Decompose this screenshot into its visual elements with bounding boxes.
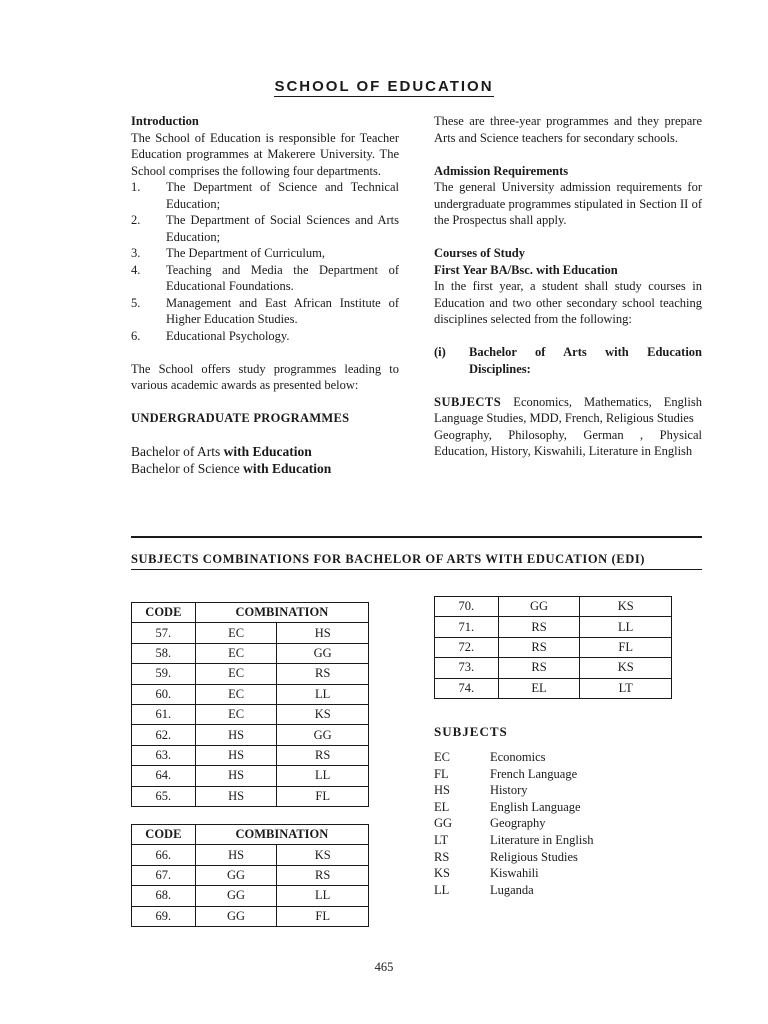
- table-row: [435, 617, 672, 637]
- code-cell: 67.: [132, 865, 196, 885]
- subject-name: Economics: [490, 750, 546, 764]
- subject-1-cell: EC: [195, 643, 277, 663]
- table-row: [132, 745, 369, 765]
- code-cell: 70.: [435, 597, 499, 617]
- department-item: [131, 262, 399, 295]
- subject-2-cell: LT: [580, 678, 672, 698]
- intro-text: The School of Education is responsible for Teacher Education programmes at Makerere University. The School comprises the following four departments.: [131, 130, 399, 178]
- department-text: Teaching and Media the Department of Educational Foundations.: [166, 262, 399, 293]
- table-row: [132, 786, 369, 806]
- subject-item: [434, 865, 593, 882]
- page-number: 465: [374, 960, 394, 974]
- subject-abbreviation: LT: [434, 832, 449, 847]
- department-item: [131, 295, 399, 328]
- code-cell: 66.: [132, 845, 196, 865]
- department-item: [131, 179, 399, 212]
- combination-header: COMBINATION: [195, 825, 368, 845]
- bsc-programme: Bachelor of Science with Education: [131, 461, 332, 476]
- department-text: The Department of Science and Technical Education;: [166, 180, 399, 211]
- subject-abbreviation: FL: [434, 766, 449, 781]
- subject-1-cell: RS: [498, 658, 580, 678]
- table-row: [132, 766, 369, 786]
- table-row: [435, 637, 672, 657]
- subject-2-cell: KS: [580, 658, 672, 678]
- subject-abbreviation: RS: [434, 849, 450, 864]
- subject-1-cell: RS: [498, 617, 580, 637]
- table-row: [435, 678, 672, 698]
- code-cell: 61.: [132, 704, 196, 724]
- subject-1-cell: GG: [195, 865, 277, 885]
- undergrad-heading: UNDERGRADUATE PROGRAMMES: [131, 411, 350, 425]
- subject-2-cell: RS: [277, 664, 369, 684]
- code-cell: 58.: [132, 643, 196, 663]
- subject-name: Luganda: [490, 882, 534, 897]
- department-item: [131, 245, 399, 262]
- table-row: [132, 906, 369, 926]
- code-cell: 63.: [132, 745, 196, 765]
- department-text: The Department of Social Sciences and Arts Education;: [166, 213, 399, 244]
- combinations-heading: SUBJECTS COMBINATIONS FOR BACHELOR OF ARTS WITH EDUCATION (EDI): [131, 552, 702, 570]
- subject-2-cell: LL: [580, 617, 672, 637]
- subject-2-cell: KS: [580, 597, 672, 617]
- code-cell: 74.: [435, 678, 499, 698]
- subject-1-cell: HS: [195, 725, 277, 745]
- left-column: [131, 113, 399, 477]
- subject-name: French Language: [490, 766, 578, 781]
- subject-1-cell: EC: [195, 623, 277, 643]
- department-number: 6.: [131, 328, 141, 343]
- subject-item: [434, 815, 593, 832]
- subject-2-cell: FL: [277, 906, 369, 926]
- right-column: [434, 113, 702, 460]
- subject-item: [434, 799, 593, 816]
- department-number: 1.: [131, 180, 141, 194]
- subject-1-cell: EL: [498, 678, 580, 698]
- subject-2-cell: LL: [277, 684, 369, 704]
- ba-discipline-item: (i) Bachelor of Arts with Education Disciplines:: [434, 345, 702, 376]
- code-cell: 64.: [132, 766, 196, 786]
- table-row: [132, 845, 369, 865]
- subject-1-cell: HS: [195, 786, 277, 806]
- department-item: [131, 212, 399, 245]
- department-item: [131, 328, 399, 345]
- subject-2-cell: FL: [580, 637, 672, 657]
- table-header-row: [132, 825, 369, 845]
- subject-1-cell: EC: [195, 704, 277, 724]
- subject-name: Literature in English: [490, 832, 594, 847]
- combination-header: COMBINATION: [195, 603, 368, 623]
- ba-programme: Bachelor of Arts with Education: [131, 444, 312, 459]
- subject-item: [434, 766, 593, 783]
- code-cell: 72.: [435, 637, 499, 657]
- first-year-heading: First Year BA/Bsc. with Education: [434, 262, 618, 277]
- code-cell: 57.: [132, 623, 196, 643]
- table-row: [132, 886, 369, 906]
- code-cell: 59.: [132, 664, 196, 684]
- subjects-paragraph-2: Geography, Philosophy, German , Physical Education, History, Kiswahili, Literature in English: [434, 427, 702, 458]
- combination-table-3: [434, 596, 672, 699]
- subjects-paragraph: SUBJECTS Economics, Mathematics, English Language Studies, MDD, French, Religious Studies: [434, 394, 702, 425]
- department-number: 5.: [131, 295, 141, 310]
- table-header-row: [132, 603, 369, 623]
- subject-1-cell: GG: [498, 597, 580, 617]
- subject-1-cell: EC: [195, 684, 277, 704]
- subject-1-cell: GG: [195, 906, 277, 926]
- subject-item: [434, 749, 593, 766]
- subject-2-cell: KS: [277, 704, 369, 724]
- table-row: [132, 664, 369, 684]
- subject-item: [434, 832, 593, 849]
- table-row: [132, 623, 369, 643]
- code-cell: 69.: [132, 906, 196, 926]
- table-row: [435, 597, 672, 617]
- admission-heading: Admission Requirements: [434, 163, 569, 178]
- subject-2-cell: LL: [277, 886, 369, 906]
- code-cell: 60.: [132, 684, 196, 704]
- table-row: [132, 643, 369, 663]
- admission-text: The general University admission requirements for undergraduate programmes stipulated in Section II of the Prospectus shall apply.: [434, 180, 702, 227]
- department-number: 3.: [131, 246, 141, 260]
- subject-name: Geography: [490, 816, 546, 831]
- subject-1-cell: HS: [195, 845, 277, 865]
- subject-abbreviation: LL: [434, 882, 450, 897]
- subject-2-cell: HS: [277, 623, 369, 643]
- combination-table-2: [131, 824, 369, 927]
- table-row: [132, 704, 369, 724]
- code-header: CODE: [132, 825, 196, 845]
- code-header: CODE: [132, 603, 196, 623]
- code-cell: 65.: [132, 786, 196, 806]
- department-number: 2.: [131, 213, 141, 227]
- subject-2-cell: LL: [277, 766, 369, 786]
- code-cell: 71.: [435, 617, 499, 637]
- subject-abbreviation: EL: [434, 799, 450, 814]
- subject-2-cell: GG: [277, 643, 369, 663]
- department-text: Educational Psychology.: [166, 328, 290, 343]
- subject-abbreviation: EC: [434, 750, 450, 764]
- section-divider: [131, 536, 702, 538]
- offer-text: The School offers study programmes leading to various academic awards as presented below:: [131, 361, 399, 392]
- subject-1-cell: GG: [195, 886, 277, 906]
- subject-2-cell: RS: [277, 745, 369, 765]
- subject-2-cell: KS: [277, 845, 369, 865]
- code-cell: 73.: [435, 658, 499, 678]
- table-row: [132, 725, 369, 745]
- table-row: [132, 865, 369, 885]
- page-title: SCHOOL OF EDUCATION: [274, 78, 494, 95]
- subject-1-cell: HS: [195, 745, 277, 765]
- department-number: 4.: [131, 262, 141, 277]
- subject-1-cell: HS: [195, 766, 277, 786]
- programmes-text: These are three-year programmes and they prepare Arts and Science teachers for secondary schools.: [434, 114, 702, 145]
- subject-abbreviation: GG: [434, 816, 453, 831]
- courses-heading: Courses of Study: [434, 246, 525, 260]
- subject-item: [434, 782, 593, 799]
- subject-item: [434, 882, 593, 899]
- subject-name: Kiswahili: [490, 866, 539, 881]
- subject-1-cell: EC: [195, 664, 277, 684]
- code-cell: 68.: [132, 886, 196, 906]
- department-text: The Department of Curriculum,: [166, 246, 325, 260]
- combination-table-1: [131, 602, 369, 807]
- subject-name: English Language: [490, 799, 581, 814]
- subject-abbreviation: HS: [434, 783, 450, 798]
- subject-name: Religious Studies: [490, 849, 578, 864]
- subjects-list: [434, 749, 593, 898]
- department-text: Management and East African Institute of Higher Education Studies.: [166, 295, 399, 326]
- table-row: [132, 684, 369, 704]
- first-year-text: In the first year, a student shall study courses in Education and two other secondary school teaching disciplines selected from the following:: [434, 279, 702, 326]
- table-row: [435, 658, 672, 678]
- subject-1-cell: RS: [498, 637, 580, 657]
- subject-name: History: [490, 783, 528, 798]
- intro-heading: Introduction: [131, 114, 199, 128]
- department-list: [131, 179, 399, 344]
- code-cell: 62.: [132, 725, 196, 745]
- subject-2-cell: FL: [277, 786, 369, 806]
- subject-item: [434, 849, 593, 866]
- subject-2-cell: RS: [277, 865, 369, 885]
- subject-2-cell: GG: [277, 725, 369, 745]
- subjects-heading: SUBJECTS: [434, 724, 508, 739]
- subject-abbreviation: KS: [434, 866, 450, 881]
